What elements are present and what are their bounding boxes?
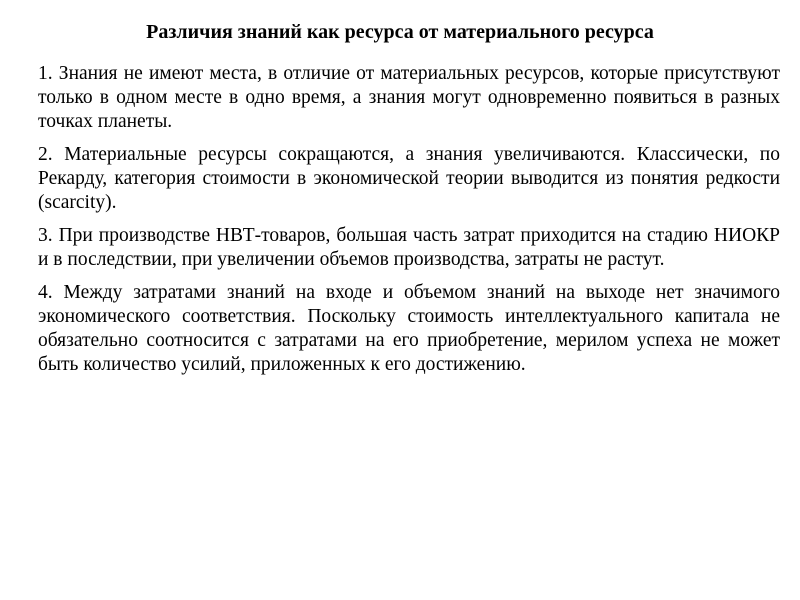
slide-title: Различия знаний как ресурса от материального ресурса <box>146 21 654 43</box>
slide-body <box>38 62 780 386</box>
paragraph-3: 3. При производстве НВТ-товаров, большая часть затрат приходится на стадию НИОКР и в последствии, при увеличении объемов производства, затраты не растут. <box>38 225 780 270</box>
paragraph-2: 2. Материальные ресурсы сокращаются, а знания увеличиваются. Классически, по Рекарду, категория стоимости в экономической теории выводится из понятия редкости (scarcity). <box>38 144 780 213</box>
paragraph-1: 1. Знания не имеют места, в отличие от материальных ресурсов, которые присутствуют только в одном месте в одно время, а знания могут одновременно появиться в разных точках планеты. <box>38 63 780 132</box>
paragraph-4: 4. Между затратами знаний на входе и объемом знаний на выходе нет значимого экономического соответствия. Поскольку стоимость интеллектуального капитала не обязательно соотносится с затратами на его приобретение, мерилом успеха не может быть количество усилий, приложенных к его достижению. <box>38 282 780 375</box>
